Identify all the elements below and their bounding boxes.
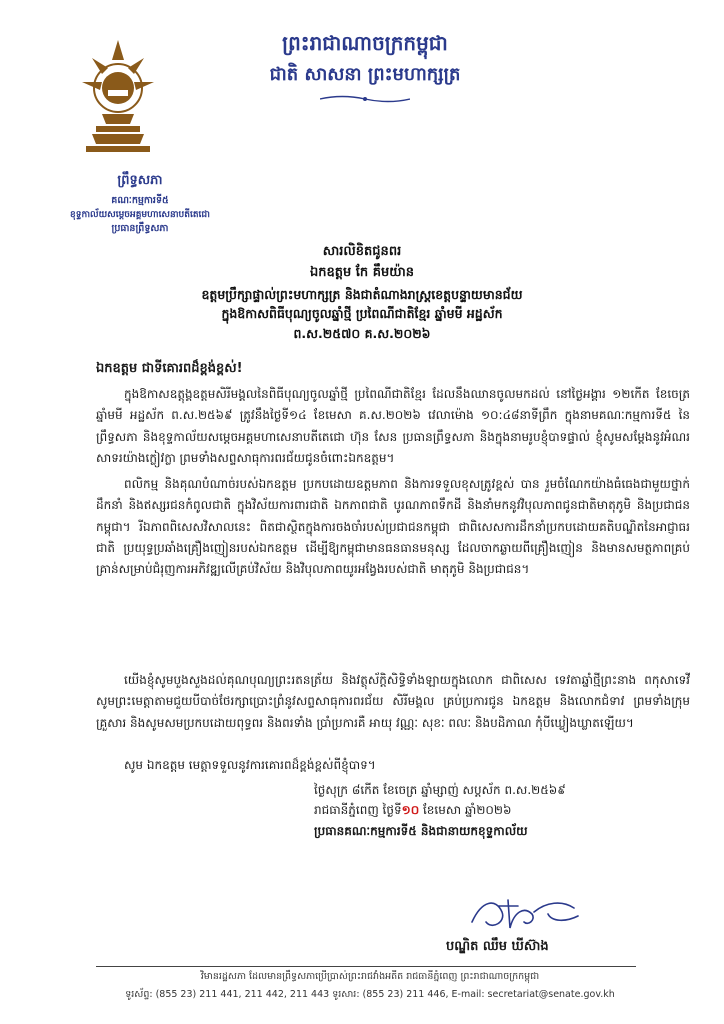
footer-address: វិមានរដ្ឋសភា ដែលមានព្រឹទ្ធសភាប្រើប្រាស់ព្រះរាជវាំងអតីត រាជធានីភ្នំពេញ ព្រះរាជាណាចក្រកម្ពុជា (200, 971, 540, 982)
salutation: ឯកឧត្តម ជាទីគោរពដ៏ខ្ពង់ខ្ពស់! (96, 361, 243, 376)
footer-divider (96, 966, 636, 967)
sender-institution: ព្រឹទ្ធសភា (117, 173, 163, 188)
sender-commission: គណៈកម្មការទី៥ (111, 195, 169, 206)
date-solar-day: ១០ (401, 803, 420, 817)
ornament-divider-icon (320, 94, 410, 104)
letter-type: សារលិខិតជូនពរ (322, 244, 402, 259)
recipient-title: ឧត្តមប្រឹក្សាផ្ទាល់ព្រះមហាក្សត្រ និងជាតំណាងរាស្ត្រខេត្តបន្ទាយមានជ័យ (201, 287, 523, 302)
kingdom-motto: ជាតិ សាសនា ព្រះមហាក្សត្រ (269, 64, 461, 85)
paragraph-closing: សូម ឯកឧត្តម មេត្តាទទួលនូវការគោរពដ៏ខ្ពង់ខ្ពស់ពីខ្ញុំបាទ។ (124, 758, 376, 772)
handwritten-signature-icon (462, 892, 586, 936)
occasion-line: ក្នុងឱកាសពិធីបុណ្យចូលឆ្នាំថ្មី ប្រពៃណីជាតិខ្មែរ ឆ្នាំមមី អដ្ឋស័ក (221, 306, 503, 321)
signer-name: បណ្ឌិត ឈឹម ឃីស៊ាង (446, 939, 549, 954)
sender-office-sub: ប្រធានព្រឹទ្ធសភា (111, 223, 169, 234)
recipient-name: ឯកឧត្តម កែ គឹមយ៉ាន (310, 265, 414, 280)
paragraph-3: យើងខ្ញុំសូមបួងសួងដល់គុណបុណ្យព្រះរតនត្រ័យ និងវត្ថុស័ក្តិសិទ្ធិទាំងឡាយក្នុងលោក ជាពិសេស ទេវតាឆ្នាំថ្មីព្រះនាង ពកុសាទេវី សូមព្រះមេត្តាតាមជួយបីបាច់ថែរក្សាប្រោះព្រំនូវសព្ទសាធុការពរជ័យ សិរីមង្គល គ្រប់ប្រការជូន ឯកឧត្តម និងលោកជំទាវ ព្រមទាំងក្រុមគ្រួសារ និងសូមសមប្រកបដោយពុទ្ធពរ និងពរទាំង ប្រាំប្រការគឺ អាយុ វណ្ណៈ សុខៈ ពលៈ និងបដិភាណ កុំបីឃ្លៀងឃ្លាតឡើយ។ (96, 673, 690, 730)
sender-office: ខុទ្ទកាល័យសម្តេចអគ្គមហាសេនាបតីតេជោ (70, 210, 210, 220)
date-solar-suffix: ខែមេសា ឆ្នាំ២០២៦ (419, 803, 512, 817)
paragraph-1: ក្នុងឱកាសឧត្តុង្គឧត្តមសិរីមង្គលនៃពិធីបុណ្យចូលឆ្នាំថ្មី ប្រពៃណីជាតិខ្មែរ ដែលនឹងឈានចូលមកដល់ នៅថ្ងៃអង្គារ ១២កើត ខែចេត្រ ឆ្នាំមមី អដ្ឋស័ក ព.ស.២៥៦៩ ត្រូវនឹងថ្ងៃទី១៤ ខែមេសា គ.ស.២០២៦ វេលាម៉ោង ១០:៤៨នាទីព្រឹក ក្នុងនាមគណៈកម្មការទី៥ នៃព្រឹទ្ធសភា និងខុទ្ទកាល័យសម្តេចអគ្គមហាសេនាបតីតេជោ ហ៊ុន សែន ប្រធានព្រឹទ្ធសភា និងក្នុងនាមរូបខ្ញុំបាទផ្ទាល់ ខ្ញុំសូមសម្តែងនូវអំណរសាទរយ៉ាងក្លៀវក្លា ព្រមទាំងសព្ទសាធុការពរជ័យជូនចំពោះឯកឧត្តម។ (96, 387, 690, 465)
date-solar-prefix: រាជធានីភ្នំពេញ ថ្ងៃទី (314, 803, 402, 817)
year-line: ព.ស.២៥៧០ គ.ស.២០២៦ (293, 326, 431, 341)
date-lunar: ថ្ងៃសុក្រ ៨កើត ខែចេត្រ ឆ្នាំម្សាញ់ សប្តស័ក ព.ស.២៥៦៩ (314, 783, 566, 797)
signer-title: ប្រធានគណៈកម្មការទី៥ និងជានាយកខុទ្ទកាល័យ (314, 824, 528, 838)
paragraph-2: ពលិកម្ម និងគុណបំណាច់របស់ឯកឧត្តម ប្រកបដោយឧត្តមភាព និងការទទួលខុសត្រូវខ្ពស់ បាន រួមចំណែកយ៉ាងធំធេងជាមួយថ្នាក់ដឹកនាំ និងឥស្សរជនកំពូលជាតិ ក្នុងវិស័យការពារជាតិ ឯកភាពជាតិ បូរណភាពទឹកដី និងនាំមកនូវវិបុលភាពជូនជាតិមាតុភូមិ និងប្រជាជនកម្ពុជា។ រីឯភាពពិសេសវិសាលនេះ ពិតជាស្ថិតក្នុងការចងចាំរបស់ប្រជាជនកម្ពុជា ជាពិសេសការដឹកនាំប្រកបដោយគតិបណ្ឌិតនៃអាជ្ញាធរជាតិ ប្រយុទ្ធប្រឆាំងគ្រឿងញៀនរបស់ឯកឧត្តម ដើម្បីឱ្យកម្ពុជាមានធនធានមនុស្ស ដែលចាកឆ្ងាយពីគ្រឿងញៀន និងមានសមត្ថភាពគ្រប់គ្រាន់សម្រាប់ជំរុញការអភិវឌ្ឍលើគ្រប់វិស័យ និងវិបុលភាពយូរអង្វែងរបស់ជាតិ មាតុភូមិ និងប្រជាជន។ (96, 477, 690, 577)
senate-emblem-icon (78, 38, 158, 156)
footer-contact: ទូរស័ព្ទ: (855 23) 211 441, 211 442, 211 443 ទូរសារ: (855 23) 211 446, E-mail: secretariat@senate.gov.kh (125, 989, 615, 1000)
date-solar (314, 802, 511, 820)
kingdom-title: ព្រះរាជាណាចក្រកម្ពុជា (282, 31, 448, 55)
